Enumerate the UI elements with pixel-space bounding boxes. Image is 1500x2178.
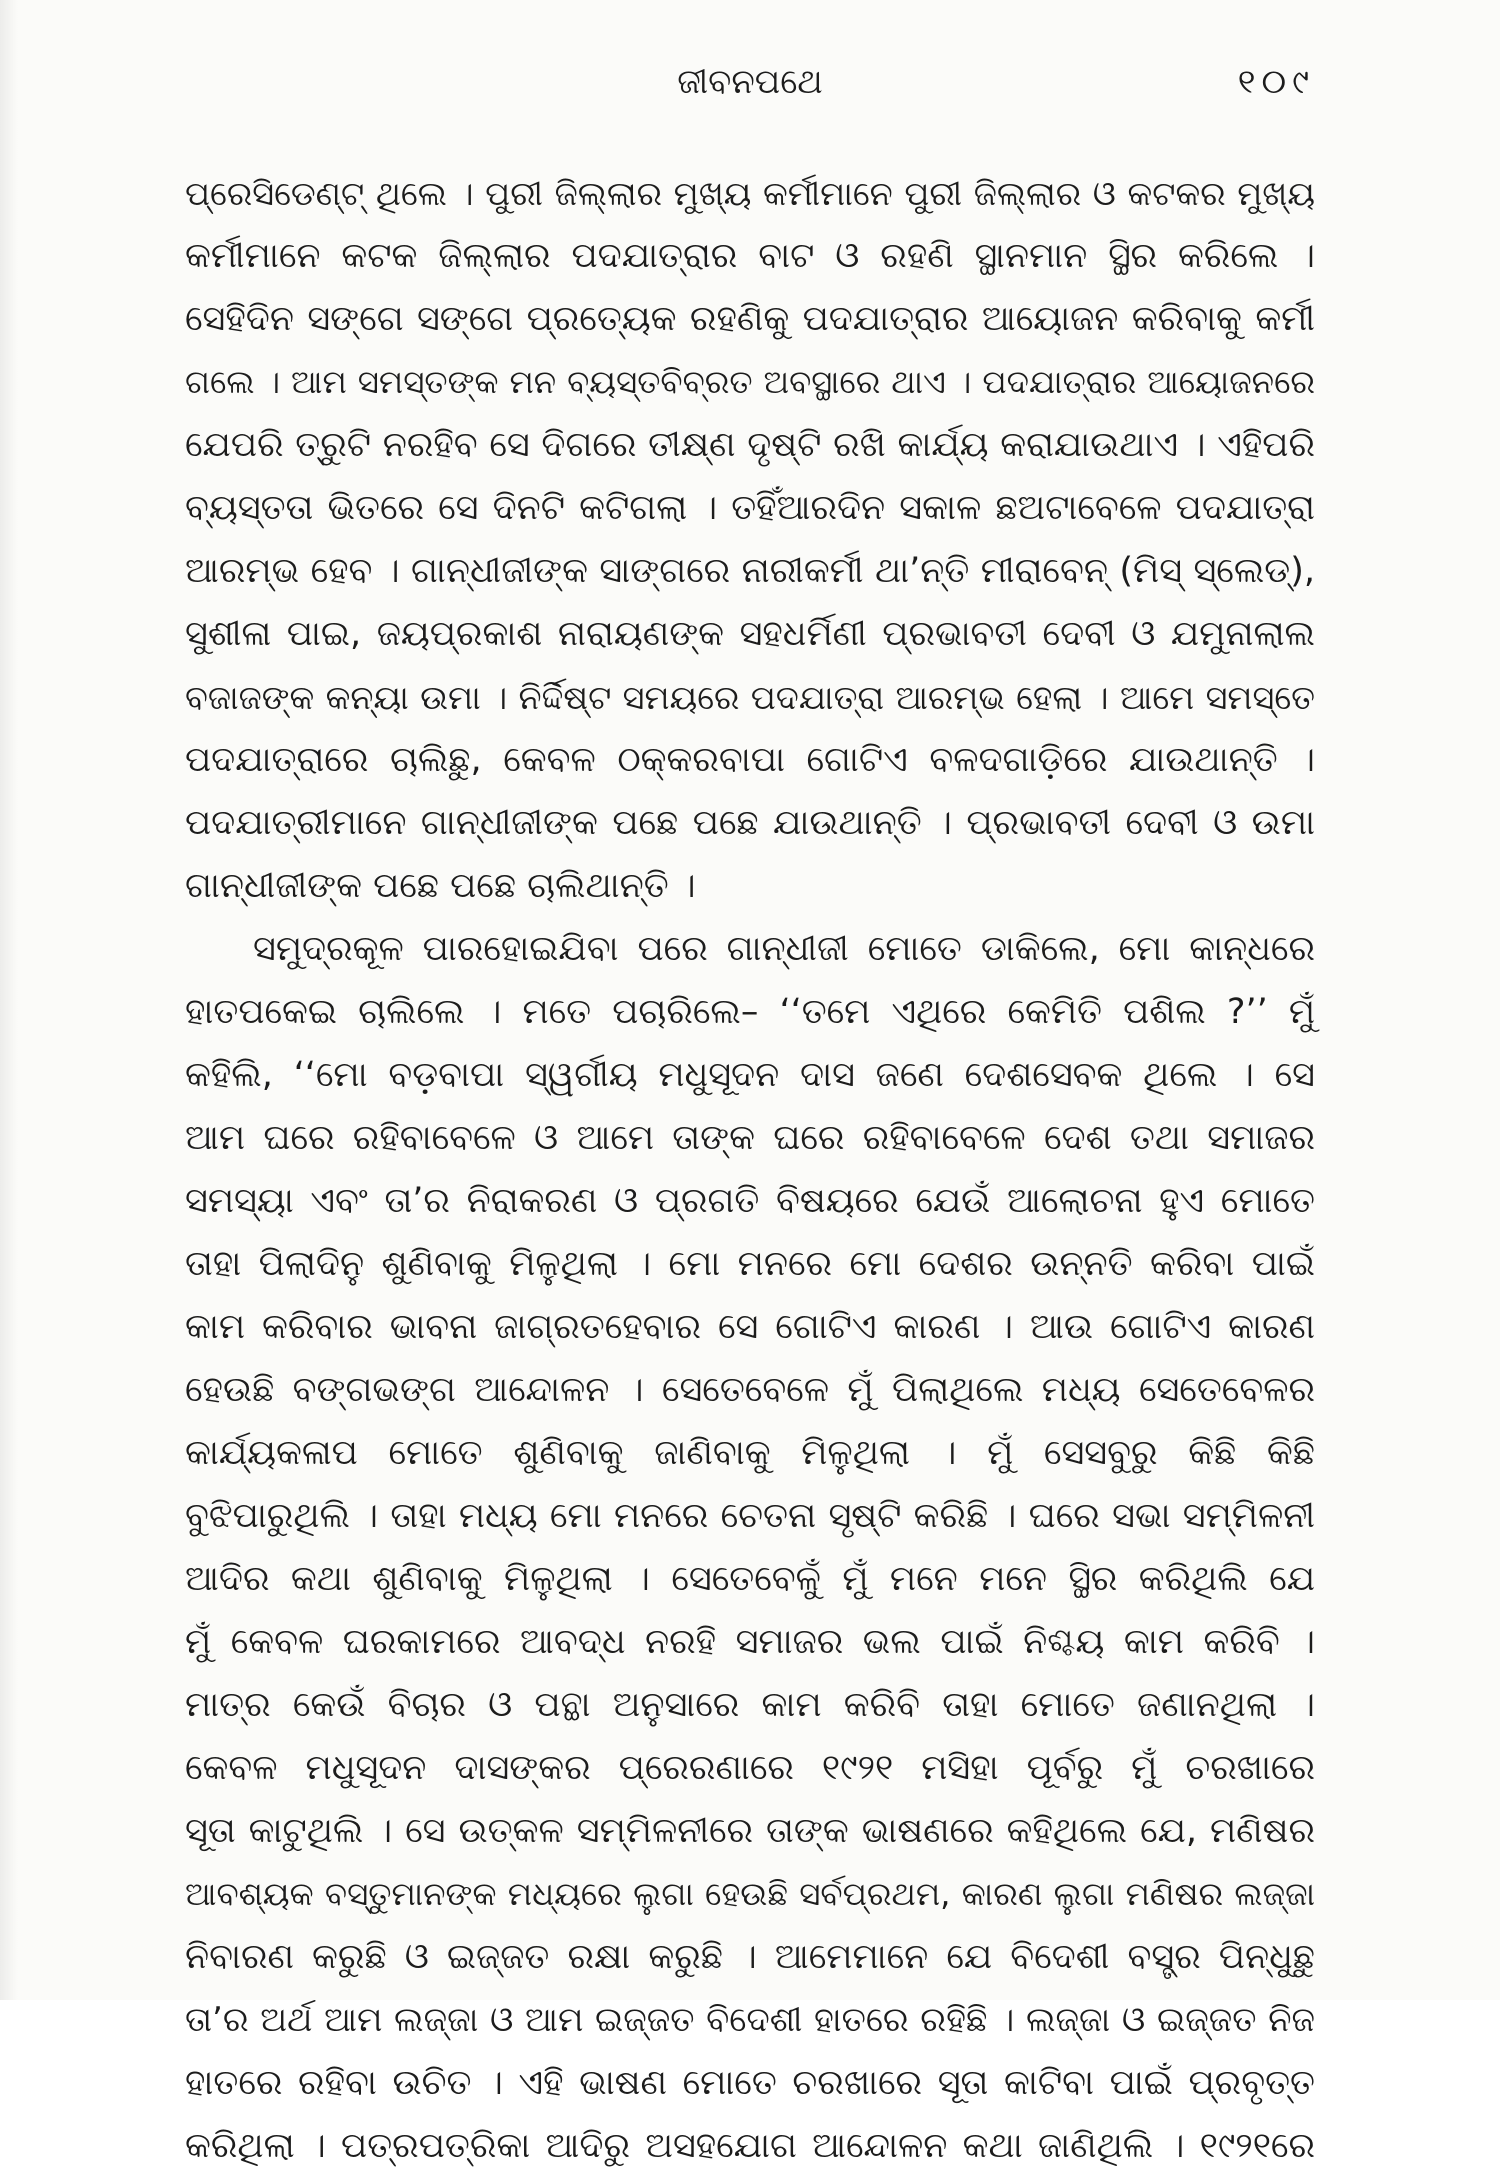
page-header [0, 62, 1500, 122]
text-line: କାର୍ଯ୍ୟକଳାପ ମୋତେ ଶୁଣିବାକୁ ଜାଣିବାକୁ ମିଳୁଥିଲା । ମୁଁ ସେସବୁରୁ କିଛି କିଛି [185, 1433, 1315, 1473]
text-line: ମାତ୍ର କେଉଁ ବିଚାର ଓ ପନ୍ଥା ଅନୁସାରେ କାମ କରିବି ତାହା ମୋତେ ଜଣାନଥିଲା । [185, 1685, 1315, 1725]
text-line: ଗଲେ । ଆମ ସମସ୍ତଙ୍କ ମନ ବ୍ୟସ୍ତବିବ୍ରତ ଅବସ୍ଥାରେ ଥାଏ । ପଦଯାତ୍ରାର ଆୟୋଜନରେ [185, 363, 1315, 401]
text-line: ଆଦିର କଥା ଶୁଣିବାକୁ ମିଳୁଥିଲା । ସେତେବେଳୁଁ ମୁଁ ମନେ ମନେ ସ୍ଥିର କରିଥିଲି ଯେ [185, 1559, 1315, 1599]
text-line: ପଦଯାତ୍ରୀମାନେ ଗାନ୍ଧୀଜୀଙ୍କ ପଛେ ପଛେ ଯାଉଥାନ୍ତି । ପ୍ରଭାବତୀ ଦେବୀ ଓ ଉମା [185, 803, 1315, 843]
running-title: ଜୀବନପଥେ [677, 62, 823, 102]
text-line: ପ୍ରେସିଡେଣ୍ଟ୍ ଥିଲେ । ପୁରୀ ଜିଲ୍ଲାର ମୁଖ୍ୟ କର୍ମୀମାନେ ପୁରୀ ଜିଲ୍ଲାର ଓ କଟକର ମୁଖ୍ୟ [185, 174, 1315, 213]
text-line: କାମ କରିବାର ଭାବନା ଜାଗ୍ରତହେବାର ସେ ଗୋଟିଏ କାରଣ । ଆଉ ଗୋଟିଏ କାରଣ [185, 1307, 1315, 1347]
page-gutter-shadow [0, 0, 18, 2000]
paragraph-start-line: ସମୁଦ୍ରକୂଳ ପାରହୋଇଯିବା ପରେ ଗାନ୍ଧୀଜୀ ମୋତେ ଡାକିଲେ, ମୋ କାନ୍ଧରେ [253, 929, 1315, 969]
text-line: ଆରମ୍ଭ ହେବ । ଗାନ୍ଧୀଜୀଙ୍କ ସାଙ୍ଗରେ ନାରୀକର୍ମୀ ଥା’ନ୍ତି ମୀରାବେନ୍ (ମିସ୍ ସ୍ଲେଡ୍), [185, 551, 1315, 591]
text-line: ତାହା ପିଲାଦିନୁ ଶୁଣିବାକୁ ମିଳୁଥିଲା । ମୋ ମନରେ ମୋ ଦେଶର ଉନ୍ନତି କରିବା ପାଇଁ [185, 1244, 1315, 1284]
text-line: ପଦଯାତ୍ରାରେ ଚାଲିଛୁ, କେବଳ ଠକ୍କରବାପା ଗୋଟିଏ ବଳଦଗାଡ଼ିରେ ଯାଉଥାନ୍ତି । [185, 740, 1315, 780]
page-number: ୧୦୯ [1237, 62, 1315, 102]
text-line: ସୂତା କାଟୁଥିଲି । ସେ ଉତ୍କଳ ସମ୍ମିଳନୀରେ ତାଙ୍କ ଭାଷଣରେ କହିଥିଲେ ଯେ, ମଣିଷର [185, 1811, 1315, 1851]
text-line: ତା’ର ଅର୍ଥ ଆମ ଲଜ୍ଜା ଓ ଆମ ଇଜ୍ଜତ ବିଦେଶୀ ହାତରେ ରହିଛି । ଲଜ୍ଜା ଓ ଇଜ୍ଜତ ନିଜ [185, 2000, 1315, 2040]
text-line: ସେହିଦିନ ସଙ୍ଗେ ସଙ୍ଗେ ପ୍ରତ୍ୟେକ ରହଣିକୁ ପଦଯାତ୍ରାର ଆୟୋଜନ କରିବାକୁ କର୍ମୀ [185, 299, 1315, 339]
text-line: ବ୍ୟସ୍ତତା ଭିତରେ ସେ ଦିନଟି କଟିଗଲା । ତହିଁଆରଦିନ ସକାଳ ଛଅଟାବେଳେ ପଦଯାତ୍ରା [185, 488, 1315, 528]
text-line: ନିବାରଣ କରୁଛି ଓ ଇଜ୍ଜତ ରକ୍ଷା କରୁଛି । ଆମେମାନେ ଯେ ବିଦେଶୀ ବସ୍ତ୍ର ପିନ୍ଧୁଛୁ [185, 1937, 1315, 1977]
text-line: ହେଉଛି ବଙ୍ଗଭଙ୍ଗ ଆନ୍ଦୋଳନ । ସେତେବେଳେ ମୁଁ ପିଲାଥିଲେ ମଧ୍ୟ ସେତେବେଳର [185, 1370, 1315, 1410]
text-line: କରିଥିଲା । ପତ୍ରପତ୍ରିକା ଆଦିରୁ ଅସହଯୋଗ ଆନ୍ଦୋଳନ କଥା ଜାଣିଥିଲି । ୧୯୨୧ରେ [185, 2126, 1315, 2166]
text-line: କହିଲି, ‘‘ମୋ ବଡ଼ବାପା ସ୍ୱର୍ଗୀୟ ମଧୁସୂଦନ ଦାସ ଜଣେ ଦେଶସେବକ ଥିଲେ । ସେ [185, 1055, 1315, 1095]
text-line: ହାତରେ ରହିବା ଉଚିତ । ଏହି ଭାଷଣ ମୋତେ ଚରଖାରେ ସୂତା କାଟିବା ପାଇଁ ପ୍ରବୃତ୍ତ [185, 2063, 1315, 2103]
text-line: ସୁଶୀଳା ପାଇ, ଜୟପ୍ରକାଶ ନାରାୟଣଙ୍କ ସହଧର୍ମିଣୀ ପ୍ରଭାବତୀ ଦେବୀ ଓ ଯମୁନାଲାଲ [185, 614, 1315, 654]
body-text [185, 162, 1315, 2178]
text-line: କର୍ମୀମାନେ କଟକ ଜିଲ୍ଲାର ପଦଯାତ୍ରାର ବାଟ ଓ ରହଣି ସ୍ଥାନମାନ ସ୍ଥିର କରିଲେ । [185, 236, 1315, 276]
text-line: ଯେପରି ତ୍ରୁଟି ନରହିବ ସେ ଦିଗରେ ତୀକ୍ଷ୍ଣ ଦୃଷ୍ଟି ରଖି କାର୍ଯ୍ୟ କରାଯାଉଥାଏ । ଏହିପରି [185, 425, 1315, 465]
text-line: ହାତପକେଇ ଚାଲିଲେ । ମତେ ପଚାରିଲେ– ‘‘ତମେ ଏଥିରେ କେମିତି ପଶିଲ ?’’ ମୁଁ [185, 992, 1315, 1032]
text-line: ଆବଶ୍ୟକ ବସ୍ତୁମାନଙ୍କ ମଧ୍ୟରେ ଲୁଗା ହେଉଛି ସର୍ବପ୍ରଥମ, କାରଣ ଲୁଗା ମଣିଷର ଲଜ୍ଜା [185, 1875, 1315, 1913]
paragraph-end-line: ଗାନ୍ଧୀଜୀଙ୍କ ପଛେ ପଛେ ଚାଲିଥାନ୍ତି । [185, 866, 696, 906]
text-line: ବୁଝିପାରୁଥିଲି । ତାହା ମଧ୍ୟ ମୋ ମନରେ ଚେତନା ସୃଷ୍ଟି କରିଛି । ଘରେ ସଭା ସମ୍ମିଳନୀ [185, 1496, 1315, 1536]
text-line: ମୁଁ କେବଳ ଘରକାମରେ ଆବଦ୍ଧ ନରହି ସମାଜର ଭଲ ପାଇଁ ନିଶ୍ଚୟ କାମ କରିବି । [185, 1622, 1315, 1662]
text-line: ସମସ୍ୟା ଏବଂ ତା’ର ନିରାକରଣ ଓ ପ୍ରଗତି ବିଷୟରେ ଯେଉଁ ଆଲୋଚନା ହୁଏ ମୋତେ [185, 1181, 1315, 1221]
text-line: କେବଳ ମଧୁସୂଦନ ଦାସଙ୍କର ପ୍ରେରଣାରେ ୧୯୨୧ ମସିହା ପୂର୍ବରୁ ମୁଁ ଚରଖାରେ [185, 1748, 1315, 1788]
text-line: ବଜାଜଙ୍କ କନ୍ୟା ଉମା । ନିର୍ଦ୍ଦିଷ୍ଟ ସମୟରେ ପଦଯାତ୍ରା ଆରମ୍ଭ ହେଲା । ଆମେ ସମସ୍ତେ [185, 678, 1315, 717]
text-line: ଆମ ଘରେ ରହିବାବେଳେ ଓ ଆମେ ତାଙ୍କ ଘରେ ରହିବାବେଳେ ଦେଶ ତଥା ସମାଜର [185, 1118, 1315, 1158]
